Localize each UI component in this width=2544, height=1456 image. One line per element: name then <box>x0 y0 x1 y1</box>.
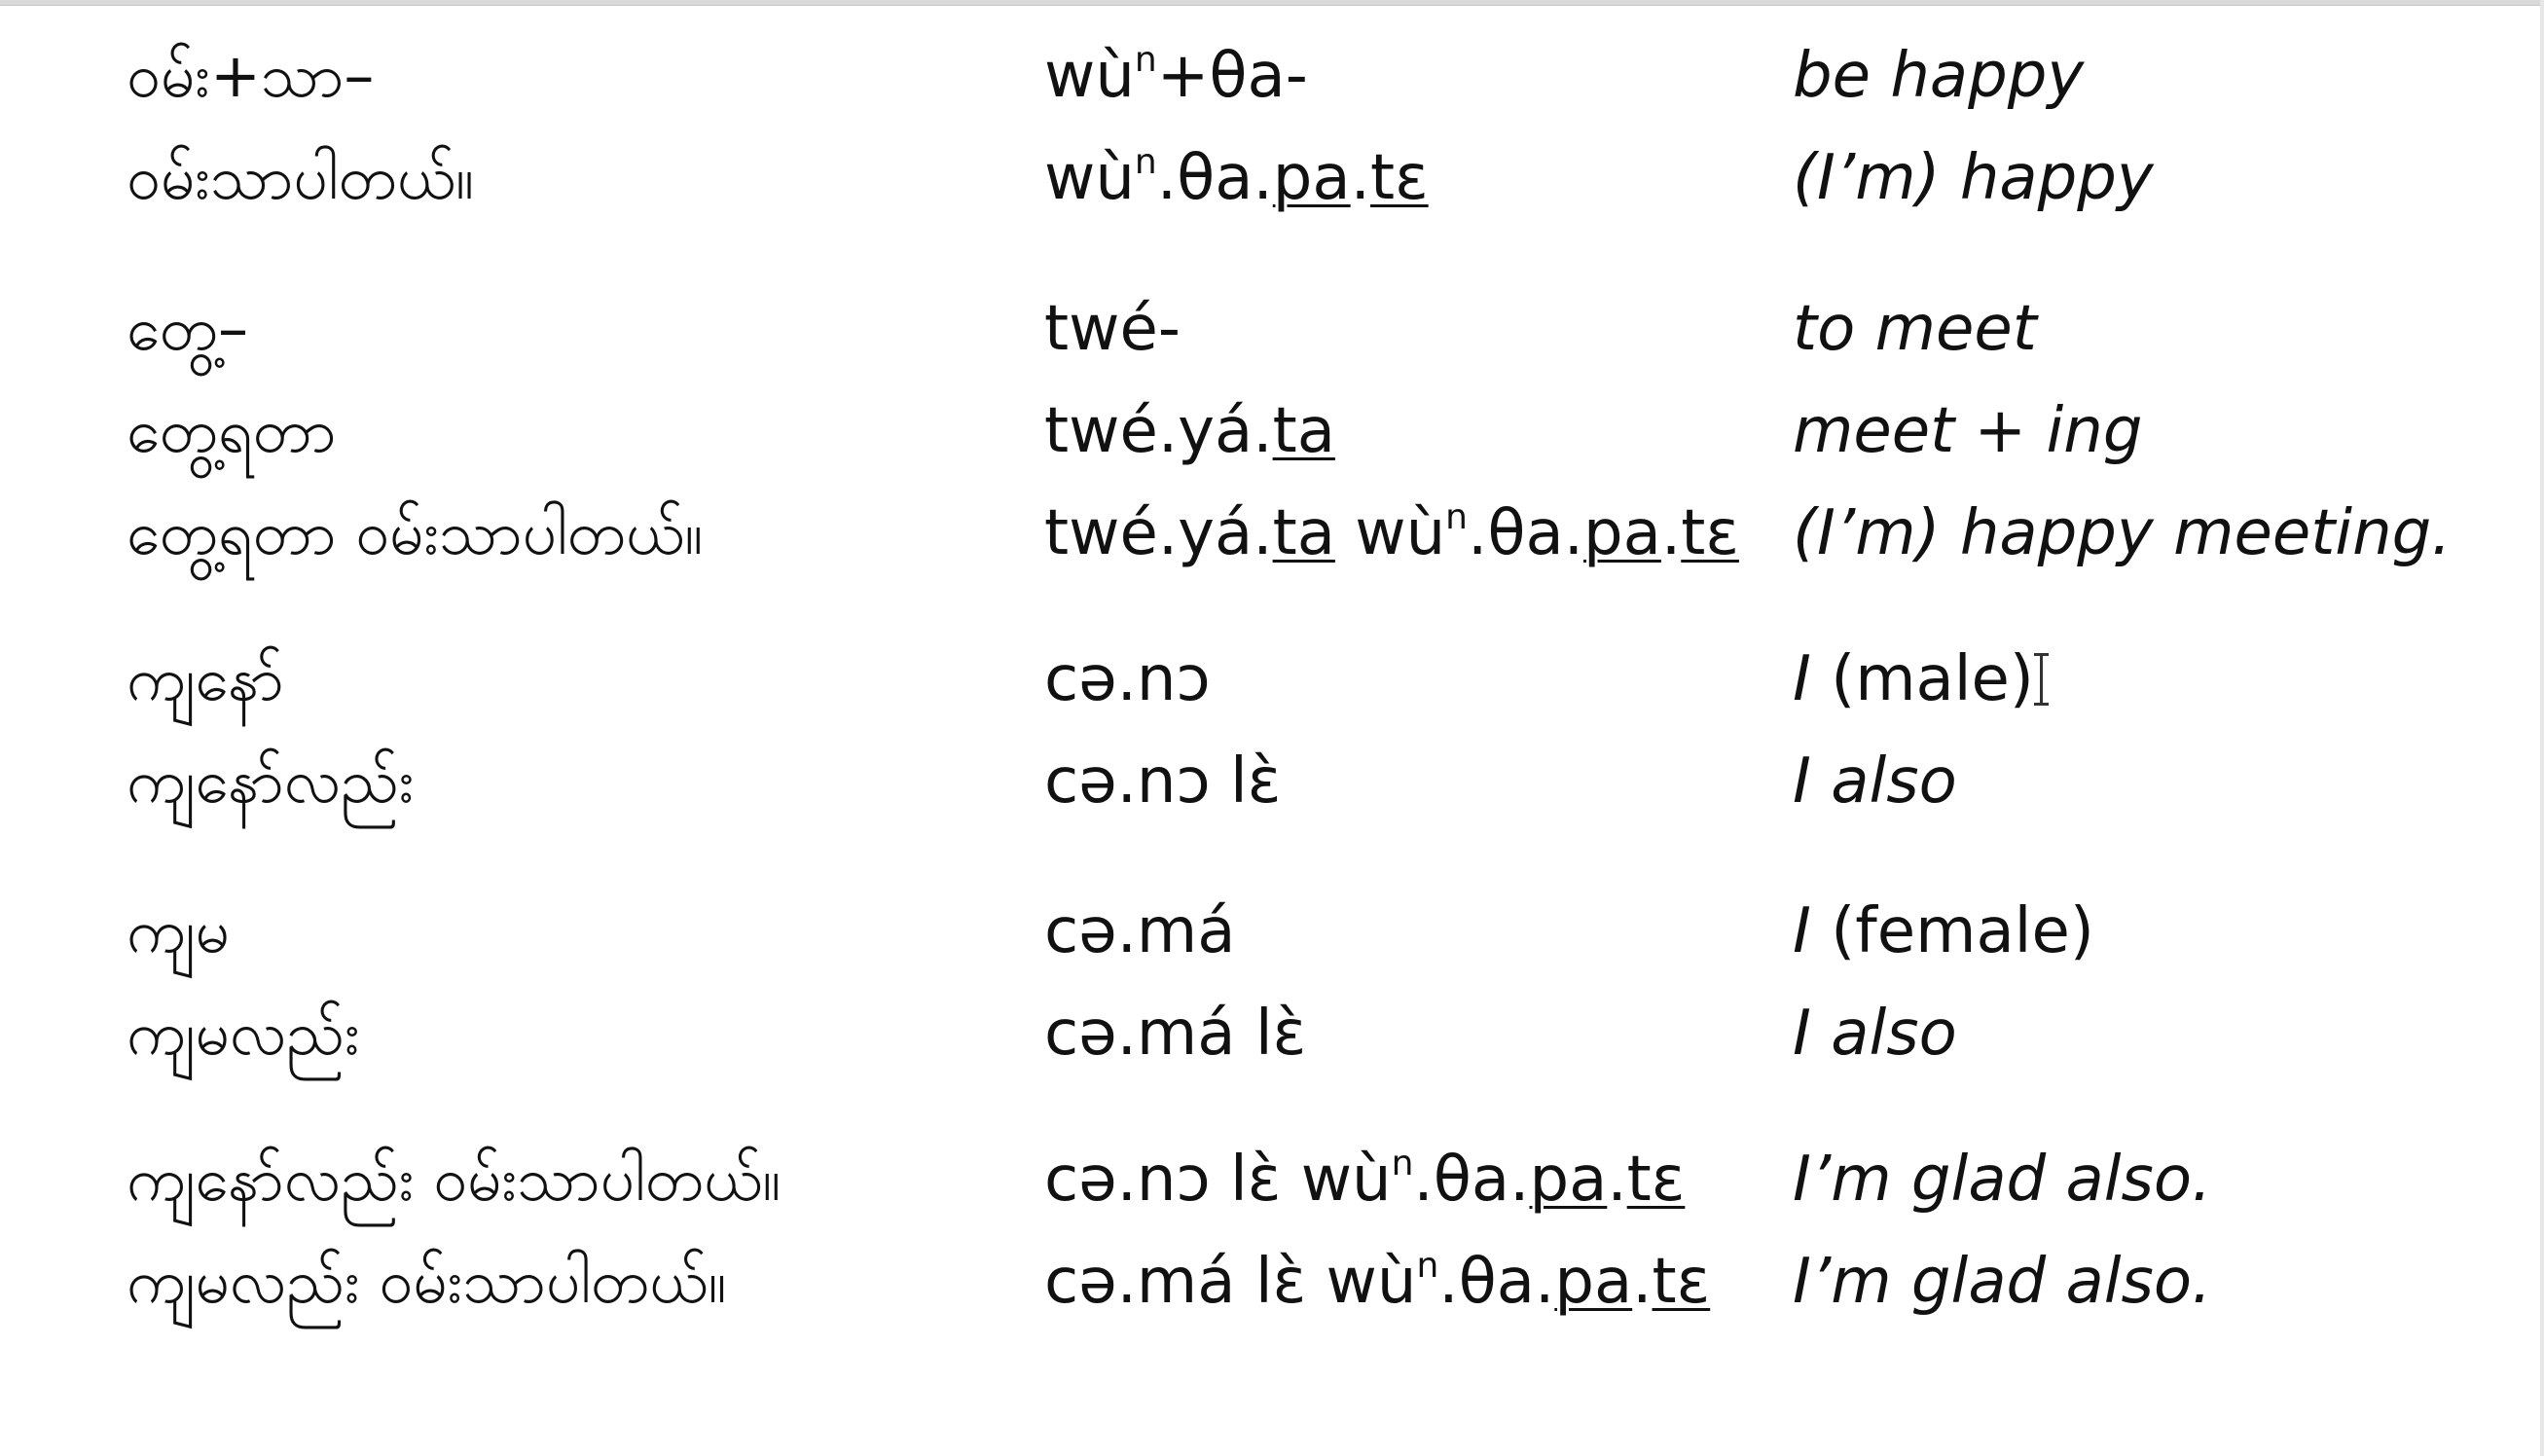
roman-segment: +θa- <box>1156 40 1308 112</box>
burmese-text: ကျနော်လည်း <box>127 746 415 817</box>
romanization <box>1044 888 1235 975</box>
english-gloss <box>1793 990 1957 1077</box>
roman-segment: cə.má lɛ̀ wù <box>1044 1246 1417 1318</box>
gloss-segment: (I’m) happy <box>1793 142 2154 214</box>
english-gloss <box>1793 490 2452 577</box>
romanization <box>1044 134 1429 222</box>
english-gloss <box>1793 888 2094 975</box>
gloss-segment: I also <box>1793 746 1957 818</box>
gloss-segment: to meet <box>1793 293 2037 365</box>
roman-segment: ta <box>1272 395 1335 467</box>
gloss-segment: I’m glad also. <box>1793 1246 2212 1318</box>
vocab-row <box>0 738 2544 825</box>
roman-segment: twé.yá. <box>1044 497 1273 569</box>
roman-segment: n <box>1134 142 1157 182</box>
english-gloss <box>1793 32 2084 120</box>
roman-segment: . <box>1660 497 1682 569</box>
vocab-row <box>0 636 2544 723</box>
burmese-text: တွေ့– <box>127 293 249 364</box>
vocab-row <box>0 285 2544 373</box>
roman-segment: .θa. <box>1156 142 1273 214</box>
gloss-segment: be happy <box>1793 40 2085 112</box>
roman-segment: cə.má <box>1044 895 1236 967</box>
gloss-segment: I <box>1793 895 1811 967</box>
romanization <box>1044 387 1335 475</box>
romanization <box>1044 636 1211 723</box>
roman-segment: . <box>1632 1246 1653 1318</box>
romanization <box>1044 490 1739 577</box>
roman-segment: n <box>1445 497 1468 537</box>
gloss-segment: I also <box>1793 998 1957 1070</box>
roman-segment: .θa. <box>1413 1144 1530 1216</box>
roman-segment: twé.yá. <box>1044 395 1273 467</box>
english-gloss <box>1793 285 2037 373</box>
roman-segment: .θa. <box>1467 497 1584 569</box>
burmese-text: ဝမ်းသာပါတယ်။ <box>127 142 474 213</box>
roman-segment: cə.má lɛ̀ <box>1044 998 1307 1070</box>
vocab-row <box>0 387 2544 475</box>
burmese-text: ကျနော် <box>127 643 284 714</box>
roman-segment: pa <box>1529 1144 1608 1216</box>
roman-segment: wù <box>1044 40 1135 112</box>
vocab-row <box>0 888 2544 975</box>
roman-segment: pa <box>1272 142 1351 214</box>
english-gloss <box>1793 1136 2211 1223</box>
vocab-row <box>0 1136 2544 1223</box>
burmese-text: ကျမ <box>127 895 230 966</box>
english-gloss <box>1793 636 2056 723</box>
english-gloss <box>1793 738 1957 825</box>
roman-segment: ta <box>1272 497 1335 569</box>
romanization <box>1044 285 1181 373</box>
vocab-row <box>0 134 2544 222</box>
roman-segment: tɛ <box>1369 142 1429 214</box>
gloss-segment: (female) <box>1810 895 2094 967</box>
text-cursor-icon <box>2040 653 2056 706</box>
vocab-row <box>0 990 2544 1077</box>
vocab-row <box>0 1238 2544 1326</box>
roman-segment: cə.nɔ <box>1044 643 1211 715</box>
roman-segment: .θa. <box>1438 1246 1555 1318</box>
burmese-text: ကျမလည်း ဝမ်းသာပါတယ်။ <box>127 1246 727 1317</box>
english-gloss <box>1793 387 2142 475</box>
burmese-text: တွေ့ရတာ <box>127 395 337 466</box>
burmese-text: ကျနော်လည်း ဝမ်းသာပါတယ်။ <box>127 1144 781 1215</box>
roman-segment: tɛ <box>1681 497 1739 569</box>
roman-segment: twé- <box>1044 293 1181 365</box>
roman-segment: cə.nɔ lɛ̀ wù <box>1044 1144 1392 1216</box>
roman-segment: wù <box>1334 497 1446 569</box>
roman-segment: n <box>1134 40 1157 80</box>
roman-segment: tɛ <box>1652 1246 1711 1318</box>
roman-segment: pa <box>1554 1246 1633 1318</box>
romanization <box>1044 1136 1685 1223</box>
roman-segment: n <box>1391 1144 1414 1183</box>
romanization <box>1044 1238 1710 1326</box>
gloss-segment: (I’m) happy meeting. <box>1793 497 2452 569</box>
romanization <box>1044 990 1306 1077</box>
vocab-row <box>0 490 2544 577</box>
roman-segment: tɛ <box>1626 1144 1686 1216</box>
roman-segment: . <box>1350 142 1370 214</box>
gloss-segment: I <box>1793 643 1811 715</box>
burmese-text: တွေ့ရတာ ဝမ်းသာပါတယ်။ <box>127 497 703 568</box>
roman-segment: pa <box>1583 497 1661 569</box>
gloss-segment: meet + ing <box>1793 395 2143 467</box>
english-gloss <box>1793 1238 2211 1326</box>
romanization <box>1044 32 1308 120</box>
roman-segment: cə.nɔ lɛ̀ <box>1044 746 1282 818</box>
window-top-border <box>0 0 2544 6</box>
romanization <box>1044 738 1281 825</box>
burmese-text: ဝမ်း+သာ– <box>127 40 375 111</box>
roman-segment: n <box>1416 1246 1439 1286</box>
gloss-segment: (male) <box>1810 643 2034 715</box>
roman-segment: . <box>1607 1144 1627 1216</box>
burmese-text: ကျမလည်း <box>127 998 360 1069</box>
vocab-row <box>0 32 2544 120</box>
roman-segment: wù <box>1044 142 1135 214</box>
gloss-segment: I’m glad also. <box>1793 1144 2212 1216</box>
english-gloss <box>1793 134 2154 222</box>
